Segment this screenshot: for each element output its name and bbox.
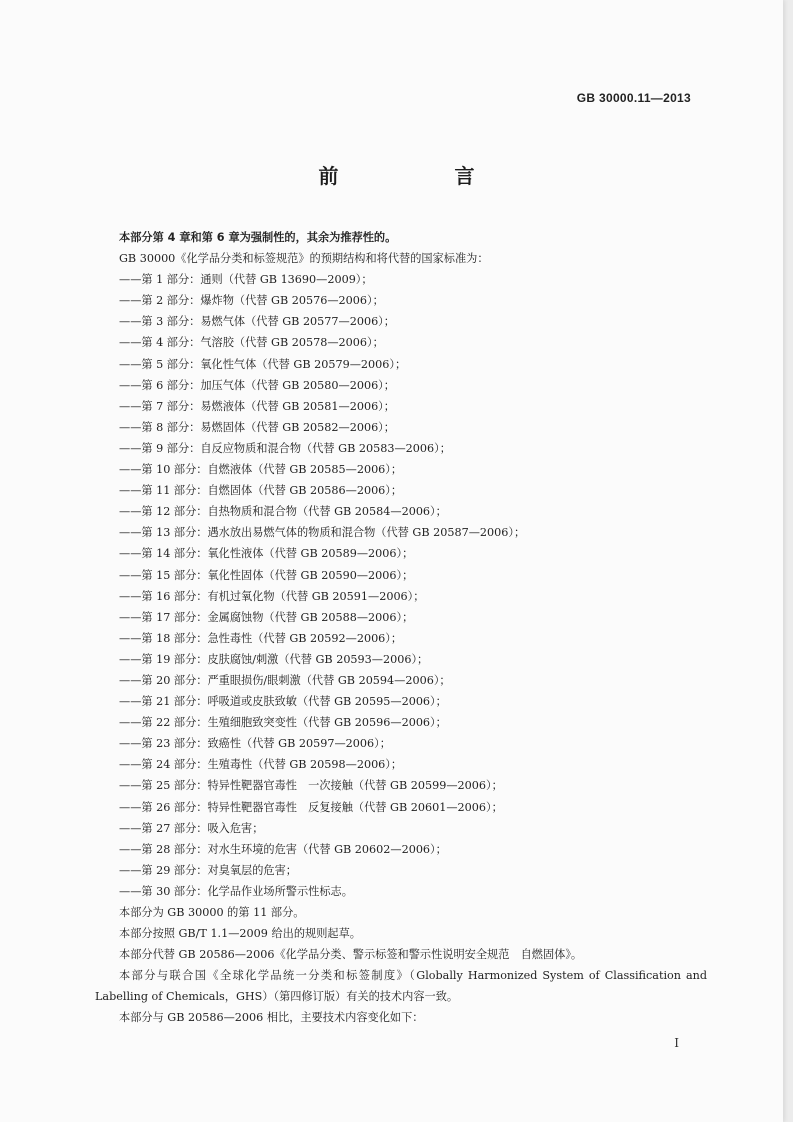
part-list-item: ——第 8 部分：易燃固体（代替 GB 20582—2006）； <box>119 420 395 434</box>
foreword-body <box>95 227 707 1029</box>
part-list-item: ——第 20 部分：严重眼损伤/眼刺激（代替 GB 20594—2006）； <box>119 673 451 687</box>
part-list-item: ——第 6 部分：加压气体（代替 GB 20580—2006）； <box>119 378 395 392</box>
page-title: 前 言 <box>318 164 523 188</box>
part-list-item: ——第 22 部分：生殖细胞致突变性（代替 GB 20596—2006）； <box>119 716 447 730</box>
part-list-item: ——第 29 部分：对臭氧层的危害； <box>119 863 297 877</box>
part-list-item: ——第 26 部分：特异性靶器官毒性 反复接触（代替 GB 20601—2006）； <box>119 800 503 814</box>
part-list-item: ——第 24 部分：生殖毒性（代替 GB 20598—2006）； <box>119 758 403 772</box>
parts-list <box>95 269 707 902</box>
part-list-item: ——第 2 部分：爆炸物（代替 GB 20576—2006）； <box>119 294 384 308</box>
part-list-item: ——第 4 部分：气溶胶（代替 GB 20578—2006）； <box>119 336 384 350</box>
standard-number: GB 30000.11—2013 <box>576 91 691 105</box>
part-list-item: ——第 25 部分：特异性靶器官毒性 一次接触（代替 GB 20599—2006）； <box>119 779 503 793</box>
structure-intro: GB 30000《化学品分类和标签规范》的预期结构和将代替的国家标准为： <box>119 252 489 266</box>
part-list-item: ——第 23 部分：致癌性（代替 GB 20597—2006）； <box>119 737 391 751</box>
part-list-item: ——第 17 部分：金属腐蚀物（代替 GB 20588—2006）； <box>119 610 414 624</box>
part-list-item: ——第 16 部分：有机过氧化物（代替 GB 20591—2006）； <box>119 589 425 603</box>
mandatory-statement: 本部分第 4 章和第 6 章为强制性的，其余为推荐性的。 <box>119 231 397 244</box>
part-list-item: ——第 15 部分：氧化性固体（代替 GB 20590—2006）； <box>119 568 414 582</box>
part-list-item: ——第 13 部分：遇水放出易燃气体的物质和混合物（代替 GB 20587—2006）； <box>119 526 526 540</box>
part-list-item: ——第 27 部分：吸入危害； <box>119 821 264 835</box>
page-number: I <box>674 1036 679 1050</box>
part-list-item: ——第 18 部分：急性毒性（代替 GB 20592—2006）； <box>119 631 403 645</box>
drafting-rule-statement: 本部分按照 GB/T 1.1—2009 给出的规则起草。 <box>119 927 361 941</box>
part-list-item: ——第 19 部分：皮肤腐蚀/刺激（代替 GB 20593—2006）； <box>119 652 429 666</box>
part-statement: 本部分为 GB 30000 的第 11 部分。 <box>119 906 305 919</box>
part-list-item: ——第 28 部分：对水生环境的危害（代替 GB 20602—2006）； <box>119 842 447 856</box>
replacement-statement: 本部分代替 GB 20586—2006《化学品分类、警示标签和警示性说明安全规范 自燃固体》。 <box>119 948 583 962</box>
part-list-item: ——第 12 部分：自热物质和混合物（代替 GB 20584—2006）； <box>119 505 447 519</box>
part-list-item: ——第 14 部分：氧化性液体（代替 GB 20589—2006）； <box>119 547 414 561</box>
part-list-item: ——第 30 部分：化学品作业场所警示性标志。 <box>119 884 353 898</box>
ghs-consistency-statement: 本部分与联合国《全球化学品统一分类和标签制度》（Globally Harmonized System of Classification and Labelling of Chemicals，GHS）（第四修订版）有关的技术内容一致。 <box>95 969 707 1004</box>
part-list-item: ——第 9 部分：自反应物质和混合物（代替 GB 20583—2006）； <box>119 441 451 455</box>
part-list-item: ——第 21 部分：呼吸道或皮肤致敏（代替 GB 20595—2006）； <box>119 695 447 709</box>
part-list-item: ——第 11 部分：自燃固体（代替 GB 20586—2006）； <box>119 484 403 498</box>
part-list-item: ——第 3 部分：易燃气体（代替 GB 20577—2006）； <box>119 315 395 329</box>
part-list-item: ——第 10 部分：自燃液体（代替 GB 20585—2006）； <box>119 463 403 477</box>
part-list-item: ——第 5 部分：氧化性气体（代替 GB 20579—2006）； <box>119 357 407 371</box>
changes-intro: 本部分与 GB 20586—2006 相比，主要技术内容变化如下： <box>119 1011 424 1025</box>
part-list-item: ——第 7 部分：易燃液体（代替 GB 20581—2006）； <box>119 399 395 413</box>
part-list-item: ——第 1 部分：通则（代替 GB 13690—2009）； <box>119 273 373 287</box>
